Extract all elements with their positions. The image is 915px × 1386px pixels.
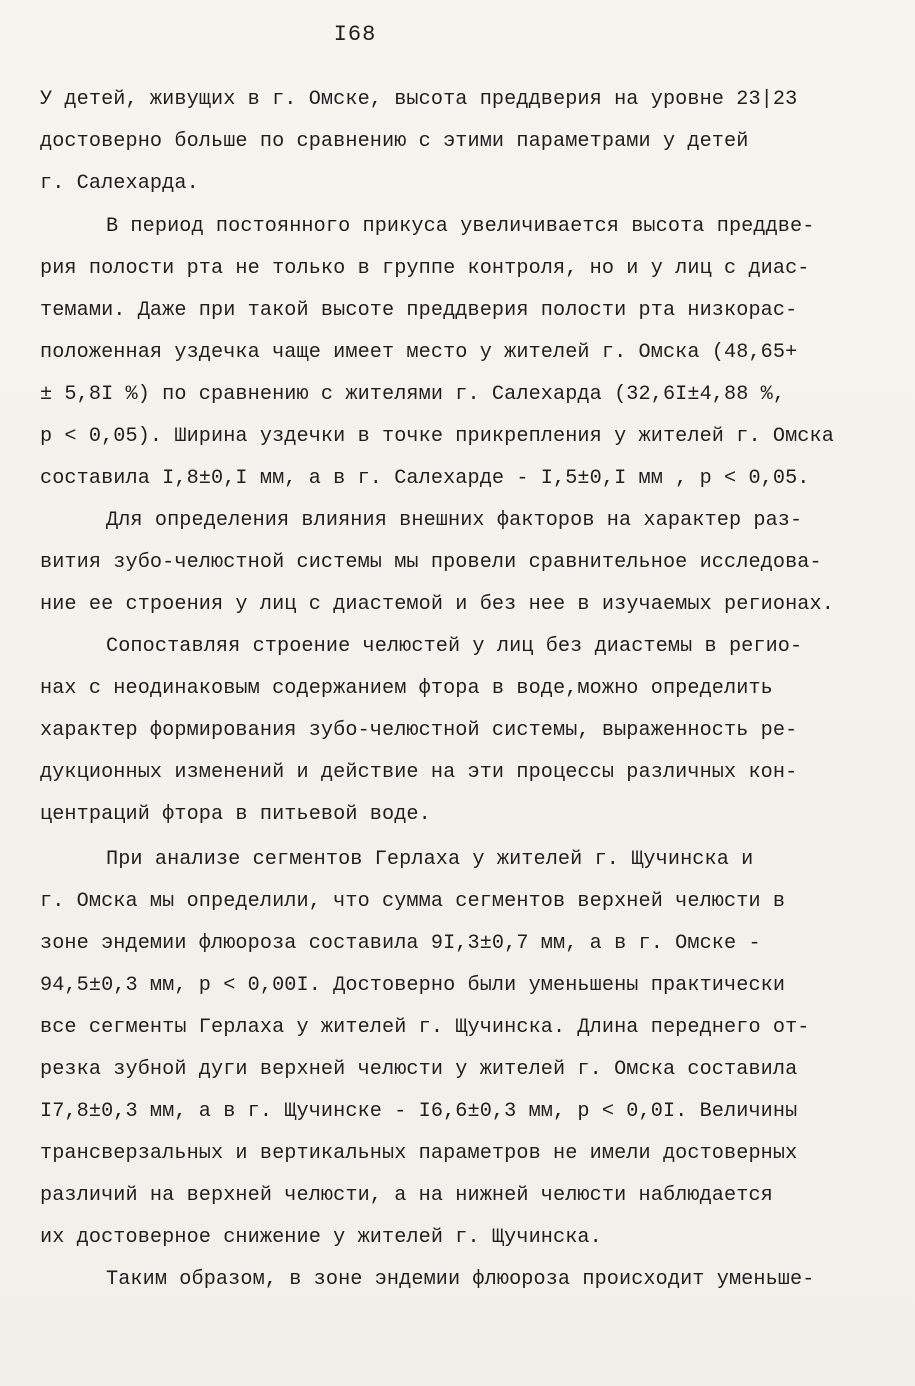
text-line: характер формирования зубо-челюстной системы, выраженность ре- (40, 719, 798, 742)
text-line: нах с неодинаковым содержанием фтора в воде,можно определить (40, 677, 773, 700)
text-line: составила I,8±0,I мм, а в г. Салехарде - I,5±0,I мм , р < 0,05. (40, 467, 810, 490)
text-line: центраций фтора в питьевой воде. (40, 803, 431, 826)
text-line: г. Салехарда. (40, 172, 199, 195)
paragraph-first-line: Таким образом, в зоне эндемии флюороза происходит уменьше- (106, 1268, 815, 1291)
text-line: вития зубо-челюстной системы мы провели сравнительное исследова- (40, 551, 822, 574)
paragraph-first-line: В период постоянного прикуса увеличивается высота преддве- (106, 215, 815, 238)
paragraph-first-line: При анализе сегментов Герлаха у жителей г. Щучинска и (106, 848, 754, 871)
text-line: трансверзальных и вертикальных параметров не имели достоверных (40, 1142, 798, 1165)
page-number: I68 (333, 22, 377, 47)
text-line: зоне эндемии флюороза составила 9I,3±0,7 мм, а в г. Омске - (40, 932, 761, 955)
text-line: рия полости рта не только в группе контроля, но и у лиц с диас- (40, 257, 810, 280)
text-line: резка зубной дуги верхней челюсти у жителей г. Омска составила (40, 1058, 798, 1081)
text-line: их достоверное снижение у жителей г. Щучинска. (40, 1226, 602, 1249)
text-line: дукционных изменений и действие на эти процессы различных кон- (40, 761, 798, 784)
text-line: г. Омска мы определили, что сумма сегментов верхней челюсти в (40, 890, 786, 913)
text-line: ние ее строения у лиц с диастемой и без нее в изучаемых регионах. (40, 593, 834, 616)
text-line: 94,5±0,3 мм, р < 0,00I. Достоверно были уменьшены практически (40, 974, 786, 997)
text-line: I7,8±0,3 мм, а в г. Щучинске - I6,6±0,3 мм, р < 0,0I. Величины (40, 1100, 798, 1123)
text-line: положенная уздечка чаще имеет место у жителей г. Омска (48,65+ (40, 341, 798, 364)
text-line: темами. Даже при такой высоте преддверия полости рта низкорас- (40, 299, 798, 322)
paragraph-first-line: Для определения влияния внешних факторов на характер раз- (106, 509, 803, 532)
text-line: ± 5,8I %) по сравнению с жителями г. Салехарда (32,6I±4,88 %, (40, 383, 786, 406)
text-line: р < 0,05). Ширина уздечки в точке прикрепления у жителей г. Омска (40, 425, 834, 448)
text-line: все сегменты Герлаха у жителей г. Щучинска. Длина переднего от- (40, 1016, 810, 1039)
text-line: достоверно больше по сравнению с этими параметрами у детей (40, 130, 749, 153)
text-line: различий на верхней челюсти, а на нижней челюсти наблюдается (40, 1184, 773, 1207)
paragraph-first-line: Сопоставляя строение челюстей у лиц без диастемы в регио- (106, 635, 803, 658)
text-line: У детей, живущих в г. Омске, высота преддверия на уровне 23|23 (40, 88, 798, 111)
